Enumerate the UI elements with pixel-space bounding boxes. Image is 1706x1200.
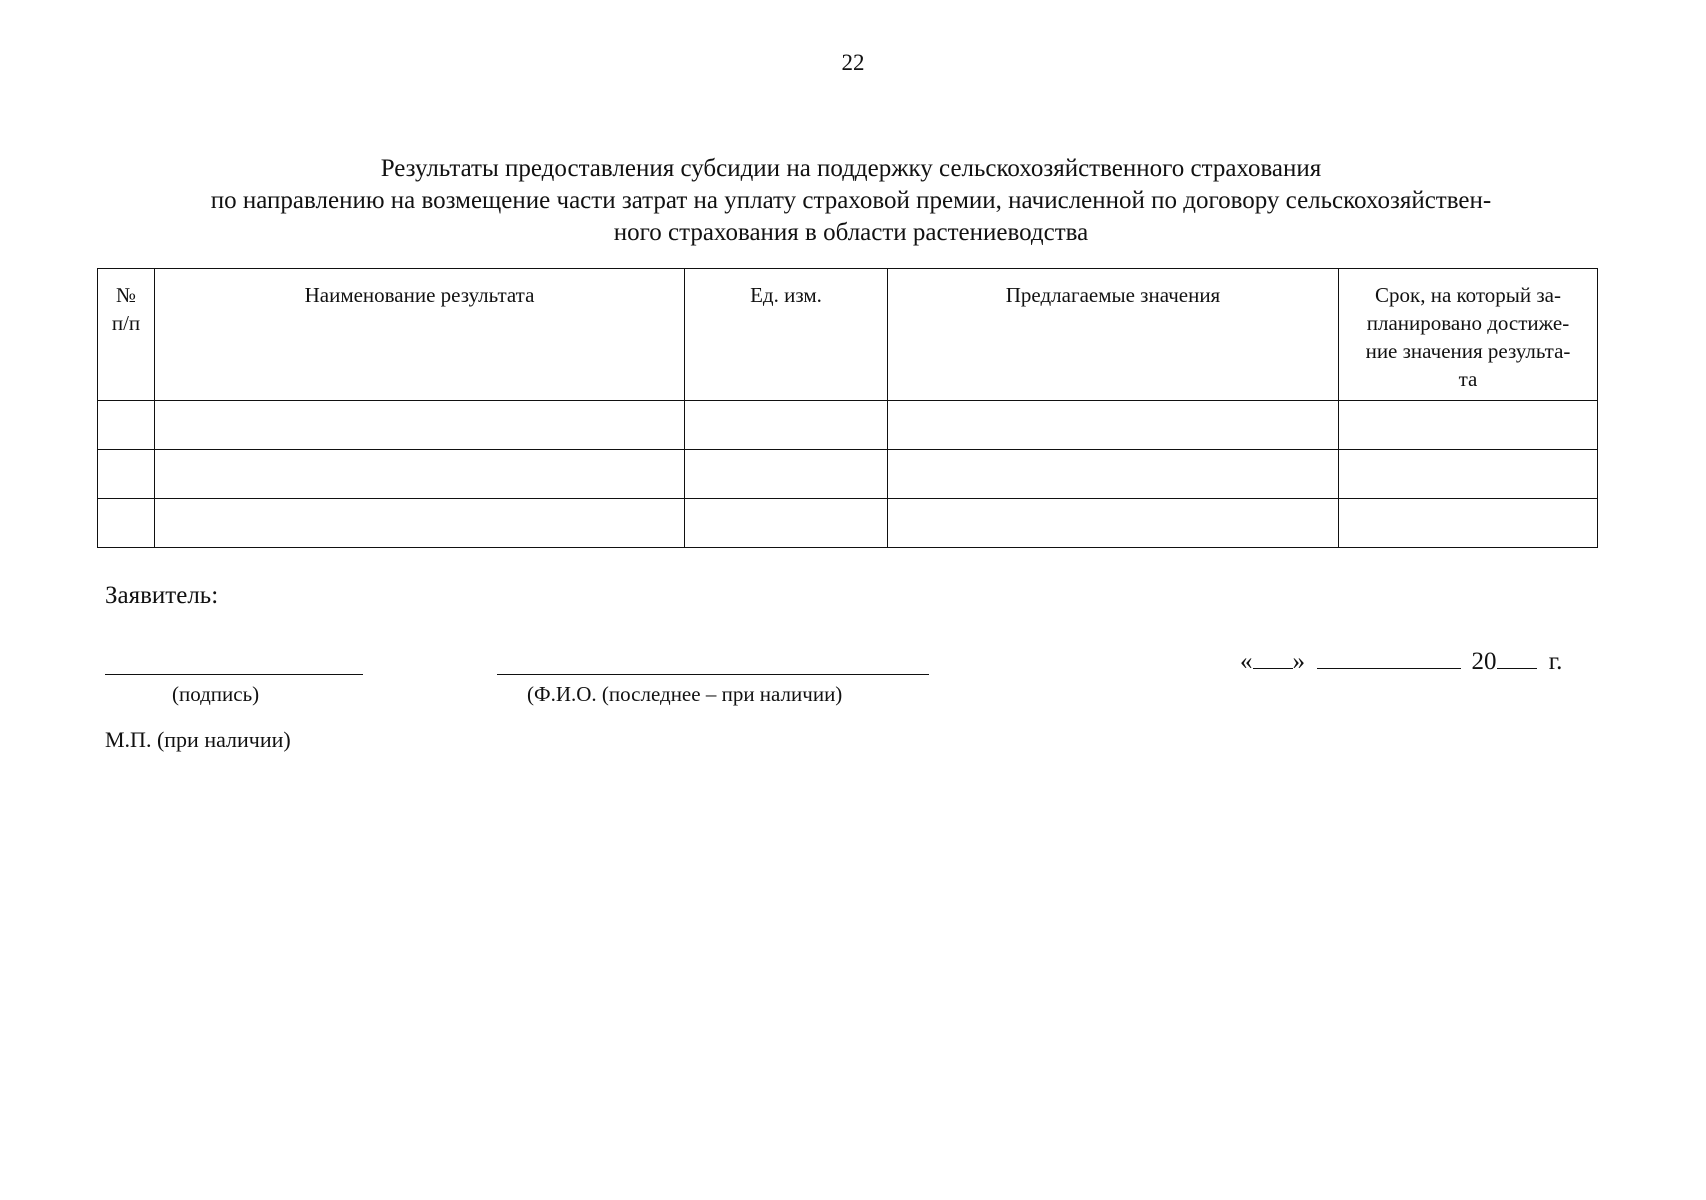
fio-caption: (Ф.И.О. (последнее – при наличии)	[527, 682, 843, 706]
day-blank	[1253, 646, 1293, 669]
header-deadline	[1339, 269, 1598, 401]
year-suffix: г.	[1548, 648, 1563, 675]
table-cell	[888, 499, 1339, 548]
page-number: 22	[841, 50, 865, 75]
table-row	[98, 401, 1598, 450]
applicant-label: Заявитель:	[105, 582, 219, 609]
header-deadline-line-3: ние значения результа-	[1365, 339, 1571, 363]
title-line-2: по направлению на возмещение части затрат на уплату страховой премии, начисленной по договору сельскохозяйствен-	[210, 187, 1492, 214]
table-cell	[98, 401, 155, 450]
header-number-line-1: №	[115, 283, 137, 307]
title-line-1: Результаты предоставления субсидии на поддержку сельскохозяйственного страхования	[380, 155, 1322, 182]
table-cell	[888, 401, 1339, 450]
table-cell	[155, 401, 685, 450]
signature-caption: (подпись)	[172, 682, 260, 706]
year-prefix: 20	[1471, 648, 1497, 675]
table-row	[98, 450, 1598, 499]
year-blank	[1497, 646, 1537, 669]
header-unit: Ед. изм.	[685, 269, 888, 401]
header-deadline-line-1: Срок, на который за-	[1375, 283, 1561, 307]
table-row	[98, 499, 1598, 548]
table-cell	[98, 499, 155, 548]
document-title	[96, 153, 1606, 249]
date-open-quote: «	[1240, 648, 1253, 675]
table-header-row	[98, 269, 1598, 401]
signature-line	[105, 674, 363, 675]
header-deadline-line-4: та	[1458, 367, 1478, 391]
title-line-3: ного страхования в области растениеводства	[613, 219, 1089, 246]
table-cell	[685, 401, 888, 450]
table-cell	[685, 499, 888, 548]
header-proposed-values: Предлагаемые значения	[888, 269, 1339, 401]
fio-line	[497, 674, 929, 675]
header-deadline-line-2: планировано достиже-	[1366, 311, 1570, 335]
date-field	[1240, 646, 1562, 676]
table-cell	[98, 450, 155, 499]
table-cell	[888, 450, 1339, 499]
table-cell	[1339, 450, 1598, 499]
stamp-label: М.П. (при наличии)	[105, 727, 291, 752]
header-result-name: Наименование результата	[155, 269, 685, 401]
date-close-quote: »	[1292, 648, 1305, 675]
header-number	[98, 269, 155, 401]
table-cell	[155, 499, 685, 548]
table-cell	[685, 450, 888, 499]
results-table	[97, 268, 1598, 548]
table-cell	[155, 450, 685, 499]
header-number-line-2: п/п	[111, 311, 141, 335]
table-cell	[1339, 499, 1598, 548]
table-cell	[1339, 401, 1598, 450]
month-blank	[1317, 646, 1461, 669]
